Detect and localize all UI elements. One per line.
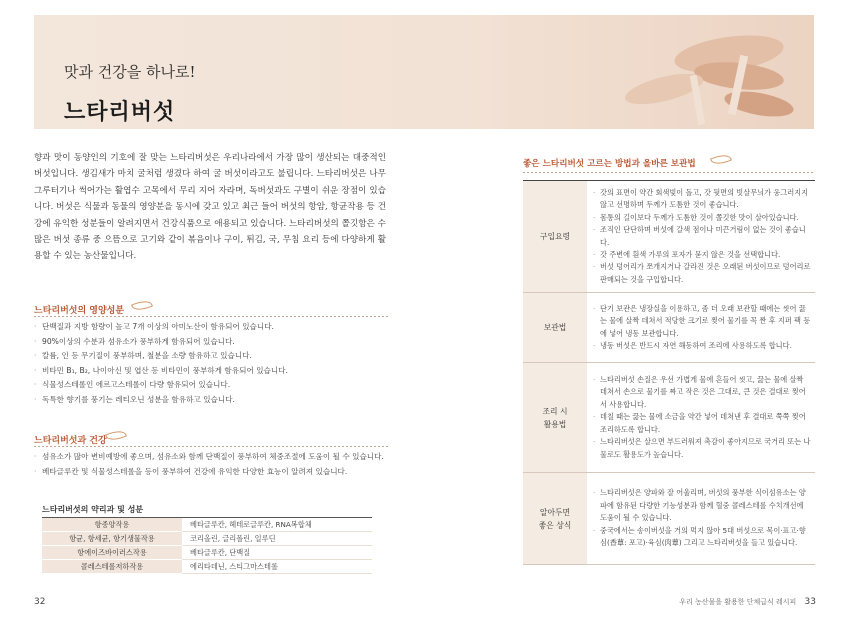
list-item: · 단기 보관은 냉장실을 이용하고, 좀 더 오래 보관할 때에는 씻어 끓는 물에 살짝 데쳐서 적당한 크기로 찢어 물기를 꼭 짠 후 지퍼 팩 등에 넣어 냉동 보관합니다. bbox=[593, 303, 811, 340]
list-item: · 베타글루칸 및 식물성스테롤을 등이 풍부하여 건강에 유익한 다양한 효능이 알려져 있습니다. bbox=[34, 465, 389, 480]
table-row bbox=[523, 473, 815, 565]
nutrition-heading: 느타리버섯의 영양성분 bbox=[34, 306, 125, 316]
book-title: 우리 농산물을 활용한 단체급식 레시피 bbox=[679, 598, 797, 606]
health-list bbox=[34, 450, 389, 479]
nutrition-divider bbox=[34, 316, 389, 317]
right-page-number: 33 bbox=[804, 597, 816, 607]
banner-subtitle: 맛과 건강을 하나로! bbox=[64, 63, 196, 81]
guide-content bbox=[587, 181, 815, 293]
guide-content bbox=[587, 473, 815, 565]
component-cell: 코리올린, 글리폴린, 일루딘 bbox=[182, 532, 372, 546]
guide-heading: 좋은 느타리버섯 고르는 방법과 올바른 보관법 bbox=[523, 159, 696, 169]
list-item: · 느타리버섯은 살으면 부드러워져 촉감이 좋아지므로 국거리 또는 나물로도 활용도가 높습니다. bbox=[593, 436, 811, 461]
table-row bbox=[42, 560, 372, 574]
effect-cell: 항종양작용 bbox=[42, 518, 182, 532]
nutrition-list bbox=[34, 320, 389, 408]
component-cell: 베타글루칸, 단백질 bbox=[182, 546, 372, 560]
list-item: · 단백질과 지방 함량이 높고 7개 이상의 아미노산이 함유되어 있습니다. bbox=[34, 320, 389, 335]
intro-paragraph: 향과 맛이 동양인의 기호에 잘 맞는 느타리버섯은 우리나라에서 가장 많이 생산되는 대중적인 버섯입니다. 생김새가 마치 굴처럼 생겼다 하여 굴 버섯이라고도 불립니다. 느타리버섯은 나무 그루터기나 썩어가는 활엽수 고목에서 무리 지어 자라며, 독버섯과도 구별이 쉬운 장점이 있습니다. 버섯은 식물과 동물의 영양분을 동시에 갖고 있고 최근 들어 버섯의 항암, 항균작용 등 건강에 유익한 성분들이 알려지면서 건강식품으로 애용되고 있습니다. 느타리버섯의 쫄깃함은 수많은 버섯 종류 중 으뜸으로 고기와 같이 볶음이나 구이, 튀김, 국, 무침 요리 등에 다양하게 활용할 수 있는 농산물입니다. bbox=[34, 153, 386, 262]
effect-cell: 콜레스테롤저하작용 bbox=[42, 560, 182, 574]
table-row bbox=[42, 518, 372, 532]
guide-content bbox=[587, 293, 815, 363]
list-item: · 90%이상의 수분과 섬유소가 풍부하게 함유되어 있습니다. bbox=[34, 335, 389, 350]
health-divider bbox=[34, 446, 389, 447]
guide-divider bbox=[523, 172, 815, 173]
table-row bbox=[523, 181, 815, 293]
table-row bbox=[523, 363, 815, 473]
component-cell: 베타글루칸, 헤테로글루칸, RNA복합체 bbox=[182, 518, 372, 532]
list-item: · 칼륨, 인 등 무기질이 풍부하며, 철분을 소량 함유하고 있습니다. bbox=[34, 349, 389, 364]
list-item: · 비타민 B₁, B₂, 나이아신 및 엽산 등 비타민이 풍부하게 함유되어 있습니다. bbox=[34, 364, 389, 379]
list-item: · 갓의 표면이 약간 회색빛이 돌고, 갓 뒷면의 빗살무늬가 웅그러지지 않고 선명하며 두께가 도톰한 것이 좋습니다. bbox=[593, 187, 811, 212]
guide-label: 보관법 bbox=[523, 293, 587, 363]
table-row bbox=[523, 293, 815, 363]
banner-title: 느타리버섯 bbox=[64, 99, 176, 125]
list-item: · 느타리버섯 손질은 우선 가볍게 물에 흔들어 씻고, 끓는 물에 살짝 데쳐서 손으로 물기를 짜고 작은 것은 그대로, 큰 것은 결대로 찢어서 사용합니다. bbox=[593, 374, 811, 411]
component-cell: 에리타데닌, 스티그마스테롤 bbox=[182, 560, 372, 574]
effect-cell: 항에이즈바이러스작용 bbox=[42, 546, 182, 560]
health-heading: 느타리버섯과 건강 bbox=[34, 436, 107, 446]
header-banner bbox=[34, 15, 814, 129]
list-item: · 섬유소가 많아 변비예방에 좋으며, 섬유소와 함께 단백질이 풍부하여 체중조절에 도움이 될 수 있습니다. bbox=[34, 450, 389, 465]
list-item: · 갓 주변에 흰색 가루의 포자가 묻지 않은 것을 선택합니다. bbox=[593, 249, 811, 261]
effect-cell: 항균, 항세균, 항기생물작용 bbox=[42, 532, 182, 546]
pharma-table-title: 느타리버섯의 약리과 및 성분 bbox=[42, 505, 144, 514]
list-item: · 식물성스테롤인 에르고스테롤이 다량 함유되어 있습니다. bbox=[34, 378, 389, 393]
left-page-number: 32 bbox=[34, 597, 46, 607]
guide-label: 조리 시 활용법 bbox=[523, 363, 587, 473]
list-item: · 버섯 덩어리가 쪼개지거나 갈라진 것은 오래된 버섯이므로 덩어리로 판매되는 것을 구입합니다. bbox=[593, 261, 811, 286]
list-item: · 독특한 향기를 풍기는 레티오닌 성분을 함유하고 있습니다. bbox=[34, 393, 389, 408]
list-item: · 몸통의 길이보다 두께가 도톰한 것이 쫄깃한 맛이 살아있습니다. bbox=[593, 212, 811, 224]
guide-content bbox=[587, 363, 815, 473]
guide-label: 구입요령 bbox=[523, 181, 587, 293]
list-item: · 조직인 단단하며 버섯에 갈색 점이나 미끈거림이 없는 것이 좋습니다. bbox=[593, 224, 811, 249]
guide-label: 알아두면 좋은 상식 bbox=[523, 473, 587, 565]
list-item: · 중국에서는 송이버섯을 거의 먹지 않아 5대 버섯으로 목이·표고·향심(香蕈: 포고)·육심(肉蕈) 그리고 느타리버섯을 들고 있습니다. bbox=[593, 525, 811, 550]
list-item: · 냉동 버섯은 반드시 자연 해동하여 조리에 사용하도록 합니다. bbox=[593, 340, 811, 352]
guide-table bbox=[523, 180, 815, 565]
table-row bbox=[42, 532, 372, 546]
list-item: · 데칠 때는 끓는 물에 소금을 약간 넣어 데쳐낸 후 결대로 쭉쭉 찢어 조리하도록 합니다. bbox=[593, 411, 811, 436]
pharma-table bbox=[42, 517, 372, 574]
table-row bbox=[42, 546, 372, 560]
list-item: · 느타리버섯은 양파와 잘 어울리며, 버섯의 풍부한 식이섬유소는 양파에 함유된 다량한 기능성분과 함께 혈중 콜레스테롤 수치개선에 도움이 될 수 있습니다. bbox=[593, 487, 811, 524]
page-footer bbox=[679, 597, 816, 607]
